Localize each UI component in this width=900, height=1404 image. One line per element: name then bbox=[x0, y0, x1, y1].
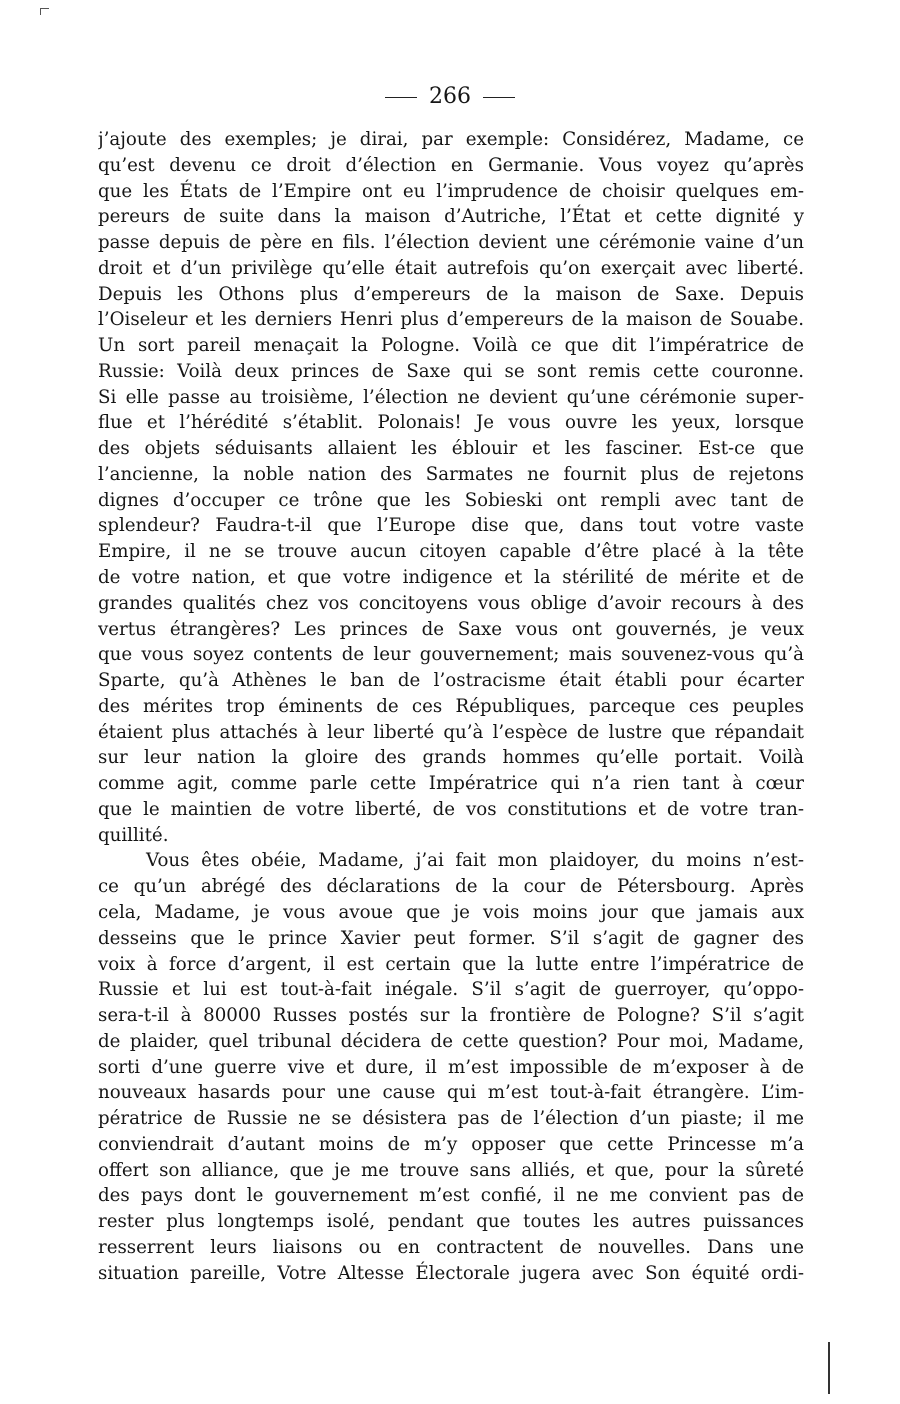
text-line: pereurs de suite dans la maison d’Autriche, l’État et cette dignité y bbox=[98, 206, 804, 228]
text-line: vertus étrangères? Les princes de Saxe vous ont gouvernés, je veux bbox=[98, 618, 804, 640]
text-line: flue et l’hérédité s’établit. Polonais! Je vous ouvre les yeux, lorsque bbox=[98, 412, 804, 434]
text-line: resserrent leurs liaisons ou en contractent de nouvelles. Dans une bbox=[98, 1236, 804, 1258]
text-line: étaient plus attachés à leur liberté qu’à l’espèce de lustre que répandait bbox=[98, 721, 804, 743]
text-line: Vous êtes obéie, Madame, j’ai fait mon plaidoyer, du moins n’est- bbox=[146, 850, 804, 872]
text-line: nouveaux hasards pour une cause qui m’est tout-à-fait étrangère. L’im- bbox=[98, 1082, 804, 1104]
text-line: que vous soyez contents de leur gouvernement; mais souvenez-vous qu’à bbox=[98, 644, 804, 666]
text-line: Russie: Voilà deux princes de Saxe qui se sont remis cette couronne. bbox=[98, 360, 804, 382]
text-line: dignes d’occuper ce trône que les Sobieski ont rempli avec tant de bbox=[98, 489, 804, 511]
text-line: Depuis les Othons plus d’empereurs de la maison de Saxe. Depuis bbox=[98, 283, 804, 305]
text-line: conviendrait d’autant moins de m’y opposer que cette Princesse m’a bbox=[98, 1133, 804, 1155]
text-line: sera-t-il à 80000 Russes postés sur la frontière de Pologne? S’il s’agit bbox=[98, 1005, 804, 1027]
text-line: l’Oiseleur et les derniers Henri plus d’empereurs de la maison de Souabe. bbox=[98, 309, 804, 331]
text-line: desseins que le prince Xavier peut former. S’il s’agit de gagner des bbox=[98, 927, 804, 949]
text-line: Empire, il ne se trouve aucun citoyen capable d’être placé à la tête bbox=[98, 541, 804, 563]
text-line: sorti d’une guerre vive et dure, il m’est impossible de m’exposer à de bbox=[98, 1056, 804, 1078]
text-line: rester plus longtemps isolé, pendant que toutes les autres puissances bbox=[98, 1211, 804, 1233]
text-line: des pays dont le gouvernement m’est confié, il ne me convient pas de bbox=[98, 1185, 804, 1207]
text-line: ce qu’un abrégé des déclarations de la cour de Pétersbourg. Après bbox=[98, 876, 804, 898]
text-line: qu’est devenu ce droit d’élection en Germanie. Vous voyez qu’après bbox=[98, 154, 804, 176]
text-line: que les États de l’Empire ont eu l’imprudence de choisir quelques em- bbox=[98, 180, 804, 202]
text-line: pératrice de Russie ne se désistera pas de l’élection d’un piaste; il me bbox=[98, 1108, 804, 1130]
text-line: splendeur? Faudra-t-il que l’Europe dise que, dans tout votre vaste bbox=[98, 515, 804, 537]
page-header bbox=[0, 84, 900, 110]
body-text bbox=[98, 127, 804, 1286]
text-line: passe depuis de père en fils. l’élection devient une cérémonie vaine d’un bbox=[98, 232, 804, 254]
text-line: des objets séduisants allaient les éblouir et les fasciner. Est-ce que bbox=[98, 438, 804, 460]
text-line: cela, Madame, je vous avoue que je vois moins jour que jamais aux bbox=[98, 901, 804, 923]
text-line: offert son alliance, que je me trouve sans alliés, et que, pour la sûreté bbox=[98, 1159, 804, 1181]
text-line: situation pareille, Votre Altesse Électorale jugera avec Son équité ordi- bbox=[98, 1262, 804, 1284]
text-line: voix à force d’argent, il est certain que la lutte entre l’impératrice de bbox=[98, 953, 804, 975]
text-line: l’ancienne, la noble nation des Sarmates ne fournit plus de rejetons bbox=[98, 463, 804, 485]
text-line: que le maintien de votre liberté, de vos constitutions et de votre tran- bbox=[98, 798, 804, 820]
text-line: Un sort pareil menaçait la Pologne. Voilà ce que dit l’impératrice de bbox=[98, 335, 804, 357]
text-line: j’ajoute des exemples; je dirai, par exemple: Considérez, Madame, ce bbox=[98, 129, 804, 150]
header-dash-left bbox=[385, 97, 417, 98]
page-number: 266 bbox=[429, 84, 471, 109]
text-line: Russie et lui est tout-à-fait inégale. S’il s’agit de guerroyer, qu’oppo- bbox=[98, 979, 804, 1001]
text-line: de plaider, quel tribunal décidera de cette question? Pour moi, Madame, bbox=[98, 1030, 804, 1052]
corner-mark bbox=[40, 8, 49, 15]
text-line: grandes qualités chez vos concitoyens vous oblige d’avoir recours à des bbox=[98, 592, 804, 614]
text-line: comme agit, comme parle cette Impératrice qui n’a rien tant à cœur bbox=[98, 773, 804, 795]
text-line: droit et d’un privilège qu’elle était autrefois qu’on exerçait avec liberté. bbox=[98, 257, 804, 279]
margin-mark bbox=[828, 1342, 830, 1394]
text-line: des mérites trop éminents de ces Républiques, parceque ces peuples bbox=[98, 695, 804, 717]
text-line: Si elle passe au troisième, l’élection ne devient qu’une cérémonie super- bbox=[98, 386, 804, 408]
text-line: de votre nation, et que votre indigence et la stérilité de mérite et de bbox=[98, 567, 804, 589]
header-dash-right bbox=[483, 97, 515, 98]
text-line: sur leur nation la gloire des grands hommes qu’elle portait. Voilà bbox=[98, 747, 804, 769]
text-line: quillité. bbox=[98, 824, 169, 846]
text-line: Sparte, qu’à Athènes le ban de l’ostracisme était établi pour écarter bbox=[98, 670, 804, 692]
